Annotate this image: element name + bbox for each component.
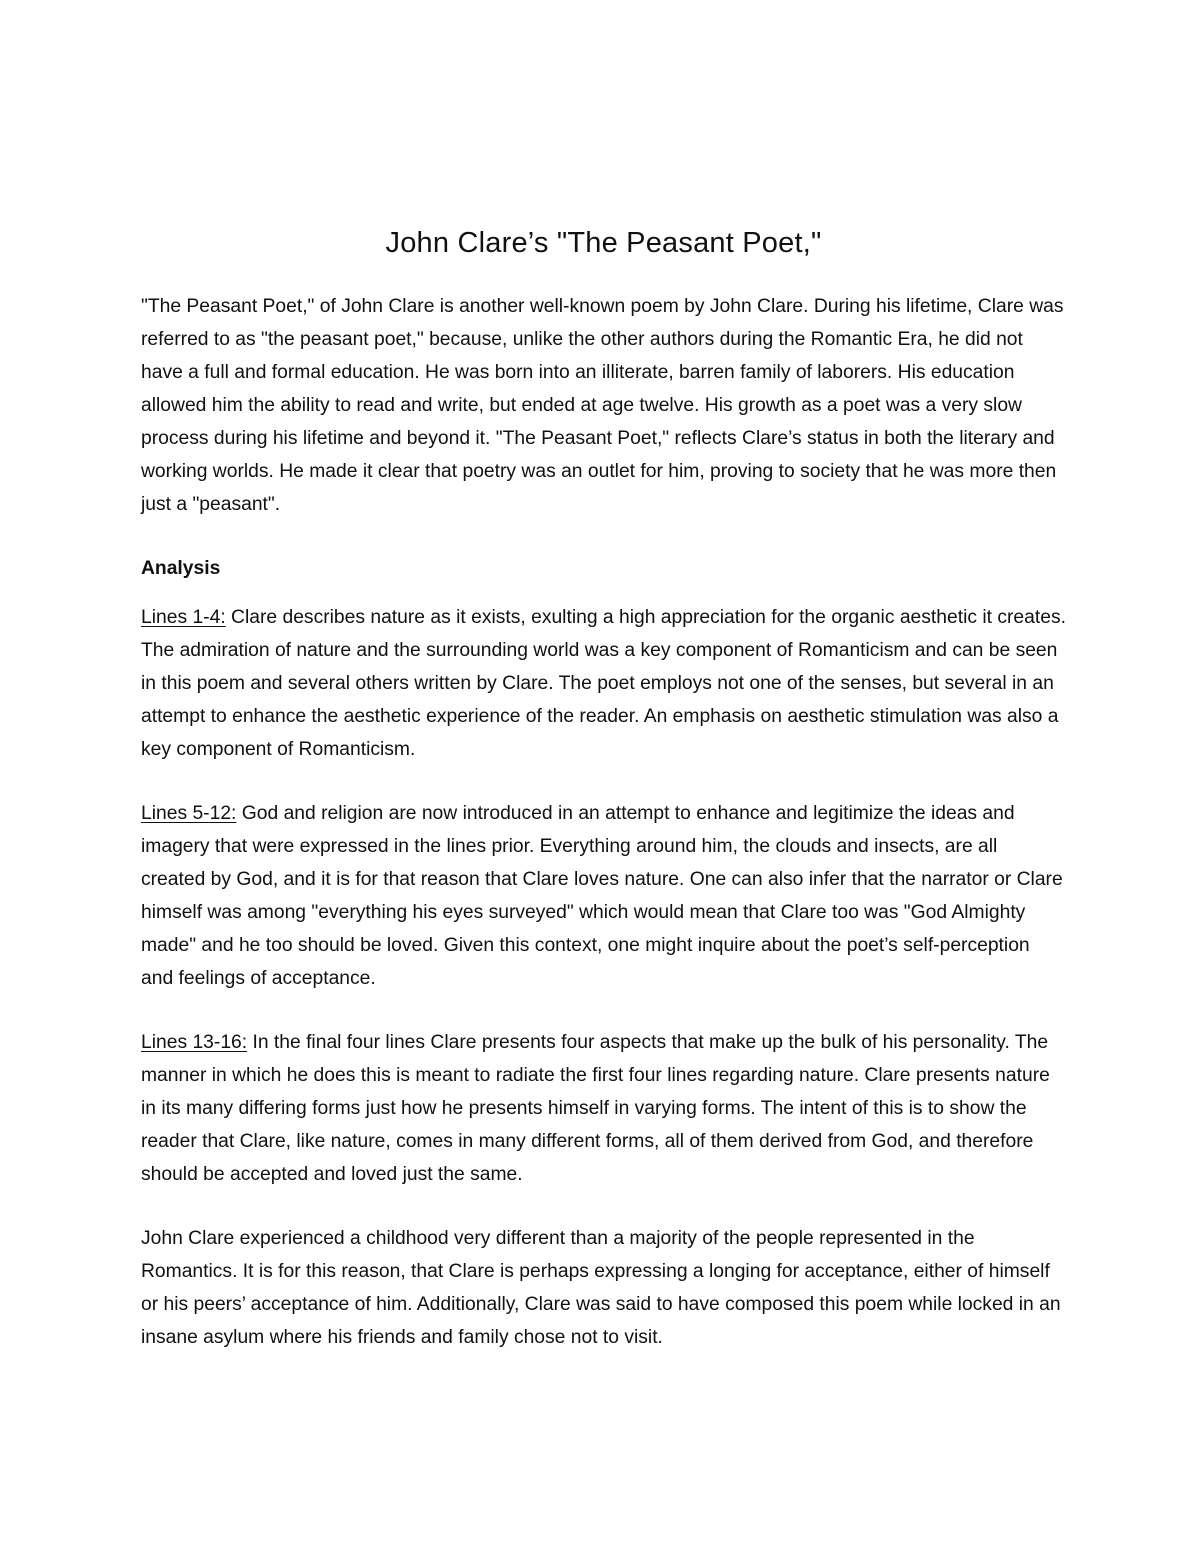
section-text: Clare describes nature as it exists, exulting a high appreciation for the organic aesthetic it creates. The admiration of nature and the surrounding world was a key component of Romanticism and can be seen in this poem and several others written by Clare. The poet employs not one of the senses, but several in an attempt to enhance the aesthetic experience of the reader. An emphasis on aesthetic stimulation was also a key component of Romanticism. [141, 607, 1066, 760]
analysis-section-lines-13-16 [141, 1026, 1066, 1191]
section-label: Lines 5-12: [141, 803, 237, 824]
section-text: In the final four lines Clare presents four aspects that make up the bulk of his personality. The manner in which he does this is meant to radiate the first four lines regarding nature. Clare presents nature in its many differing forms just how he presents himself in varying forms. The intent of this is to show the reader that Clare, like nature, comes in many different forms, all of them derived from God, and therefore should be accepted and loved just the same. [141, 1032, 1050, 1185]
closing-paragraph: John Clare experienced a childhood very different than a majority of the people represented in the Romantics. It is for this reason, that Clare is perhaps expressing a longing for acceptance, either of himself or his peers’ acceptance of him. Additionally, Clare was said to have composed this poem while locked in an insane asylum where his friends and family chose not to visit. [141, 1228, 1061, 1348]
document-body [141, 224, 1066, 1385]
intro-paragraph: "The Peasant Poet," of John Clare is another well-known poem by John Clare. During his lifetime, Clare was referred to as "the peasant poet," because, unlike the other authors during the Romantic Era, he did not have a full and formal education. He was born into an illiterate, barren family of laborers. His education allowed him the ability to read and write, but ended at age twelve. His growth as a poet was a very slow process during his lifetime and beyond it. "The Peasant Poet," reflects Clare’s status in both the literary and working worlds. He made it clear that poetry was an outlet for him, proving to society that he was more then just a "peasant". [141, 296, 1064, 515]
document-title: John Clare’s "The Peasant Poet," [385, 227, 822, 259]
section-text: God and religion are now introduced in an attempt to enhance and legitimize the ideas and imagery that were expressed in the lines prior. Everything around him, the clouds and insects, are all created by God, and it is for that reason that Clare loves nature. One can also infer that the narrator or Clare himself was among "everything his eyes surveyed" which would mean that Clare too was "God Almighty made" and he too should be loved. Given this context, one might inquire about the poet’s self-perception and feelings of acceptance. [141, 803, 1063, 989]
section-label: Lines 1-4: [141, 607, 226, 628]
section-label: Lines 13-16: [141, 1032, 248, 1053]
analysis-section-lines-5-12 [141, 797, 1066, 995]
analysis-section-lines-1-4 [141, 601, 1066, 766]
analysis-heading: Analysis [141, 558, 221, 579]
